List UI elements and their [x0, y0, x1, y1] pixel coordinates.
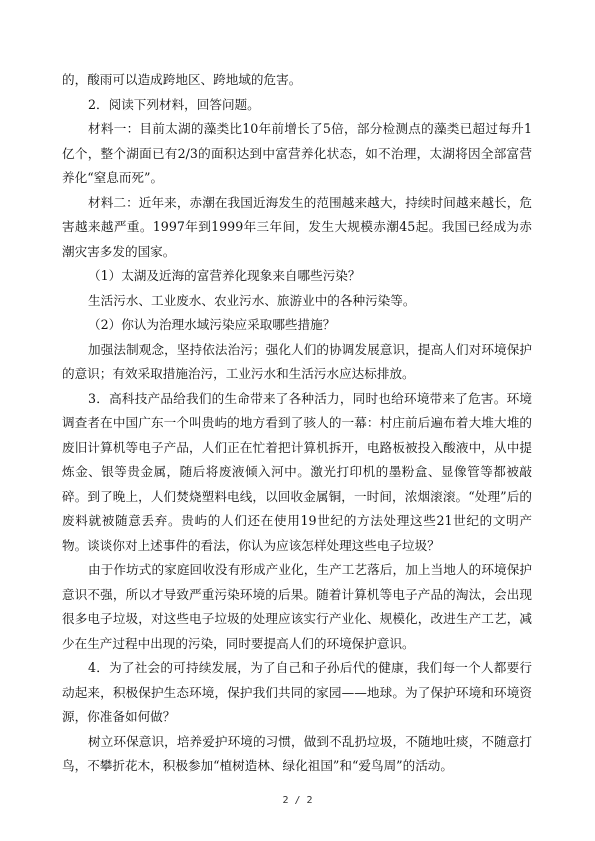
sub-question-2: （2）你认为治理水域污染应采取哪些措施？ [88, 317, 336, 332]
page-number: 2 / 2 [282, 795, 313, 806]
question-3: 3．高科技产品给我们的生命带来了各种活力，同时也给环境带来了危害。环境调查者在中国广东一个叫贵屿的地方看到了骇人的一幕：村庄前后遍布着大堆大堆的废旧计算机等电子产品，人们正在忙着把计算机拆开，电路板被投入酸液中，从中提炼金、银等贵金属，随后将废液倾入河中。激光打印机的墨粉盒、显像管等都被敲碎。到了晚上，人们焚烧塑料电线，以回收金属铜，一时间，浓烟滚滚。“处理”后的废料就被随意丢弃。贵屿的人们还在使用19世纪的方法处理这些21世纪的文明产物。谈谈你对上述事件的看法，你认为应该怎样处理这些电子垃圾？ [62, 390, 532, 553]
material-2: 材料二：近年来，赤潮在我国近海发生的范围越来越大，持续时间越来越长，危害越来越严重。1997年到1999年三年间，发生大规模赤潮45起。我国已经成为赤潮灾害多发的国家。 [62, 194, 532, 259]
answer-4: 树立环保意识，培养爱护环境的习惯，做到不乱扔垃圾，不随地吐痰，不随意打鸟，不攀折花木，积极参加“植树造林、绿化祖国”和“爱鸟周”的活动。 [62, 733, 532, 773]
document-body [62, 68, 532, 779]
answer-3: 由于作坊式的家庭回收没有形成产业化，生产工艺落后，加上当地人的环境保护意识不强，所以才导致严重污染环境的后果。随着计算机等电子产品的淘汰，会出现很多电子垃圾，对这些电子垃圾的处理应该实行产业化、规模化，改进生产工艺，减少在生产过程中出现的污染，同时要提高人们的环境保护意识。 [62, 562, 532, 651]
answer-2: 加强法制观念，坚持依法治污；强化人们的协调发展意识，提高人们对环境保护的意识；有效采取措施治污，工业污水和生活污水应达标排放。 [62, 341, 532, 381]
material-1: 材料一：目前太湖的藻类比10年前增长了5倍，部分检测点的藻类已超过每升1亿个，整个湖面已有2/3的面积达到中富营养化状态，如不治理，太湖将因全部富营养化“窒息而死”。 [62, 121, 532, 185]
question-2: 2．阅读下列材料，回答问题。 [88, 96, 260, 112]
answer-1: 生活污水、工业废水、农业污水、旅游业中的各种污染等。 [88, 292, 416, 308]
question-4: 4．为了社会的可持续发展，为了自己和子孙后代的健康，我们每一个人都要行动起来，积极保护生态环境，保护我们共同的家园——地球。为了保护环境和环境资源，你准备如何做？ [62, 660, 532, 724]
paragraph-continuation: 的，酸雨可以造成跨地区、跨地域的危害。 [62, 72, 302, 87]
sub-question-1: （1）太湖及近海的富营养化现象来自哪些污染？ [88, 268, 361, 283]
